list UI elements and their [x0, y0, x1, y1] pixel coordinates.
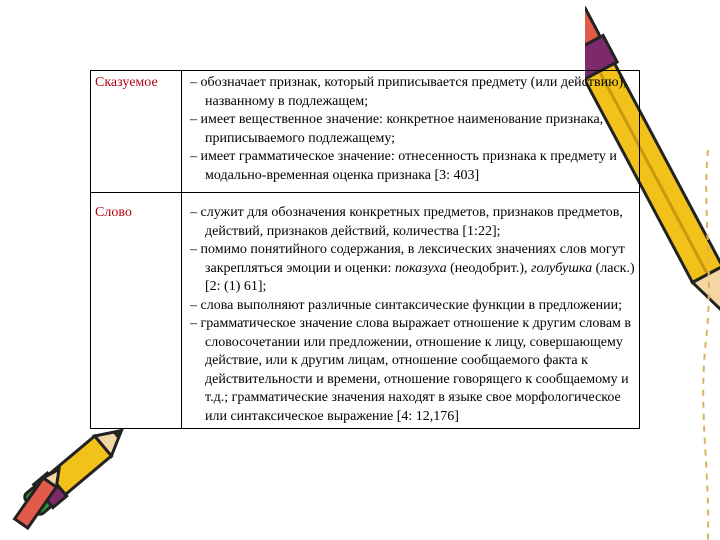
- definition-item: – имеет вещественное значение: конкретное наименование признака, приписываемого подлежащему;: [190, 112, 604, 146]
- text-segment: (ласк.) [2: (1) 61];: [205, 260, 635, 294]
- table-row: [91, 193, 640, 429]
- dashed-line-icon: [698, 150, 718, 540]
- definition-cell: [182, 193, 640, 429]
- definition-item: – слова выполняют различные синтаксические функции в предложении;: [190, 297, 622, 313]
- definition-item: – грамматическое значение слова выражает отношение к другим словам в словосочетании или предложении, отношение к лицу, совершающему действие, или к другим лицам, отношение сообщаемого факта к действительности и времени, отношение говорящего к сообщаемому и т.д.; грамматические значения находят в языке свое морфологическое или синтаксическое выражение [4: 12,176]: [190, 316, 632, 424]
- text-segment: (неодобрит.),: [446, 260, 531, 276]
- definition-item: – служит для обозначения конкретных предметов, признаков предметов, действий, признаков действий, количества [1:22];: [190, 205, 623, 239]
- example-word: показуха: [394, 260, 447, 276]
- definition-item: – обозначает признак, который приписывается предмету (или действию), названному в подлежащем;: [190, 75, 627, 109]
- term-label: Слово: [95, 205, 132, 220]
- example-word: голубушка: [531, 260, 593, 276]
- definition-table: [90, 70, 640, 429]
- table-row: [91, 71, 640, 193]
- term-label: Сказуемое: [95, 75, 158, 90]
- term-cell: [91, 71, 182, 193]
- text-segment: – помимо понятийного содержания, в лексических значениях слов могут закрепляться эмоции и оценки:: [190, 242, 625, 276]
- definition-item: – имеет грамматическое значение: отнесенность признака к предмету и модально-временная оценка признака [3: 403]: [190, 149, 617, 183]
- term-cell: [91, 193, 182, 429]
- definition-cell: [182, 71, 640, 193]
- definition-item: [190, 241, 635, 297]
